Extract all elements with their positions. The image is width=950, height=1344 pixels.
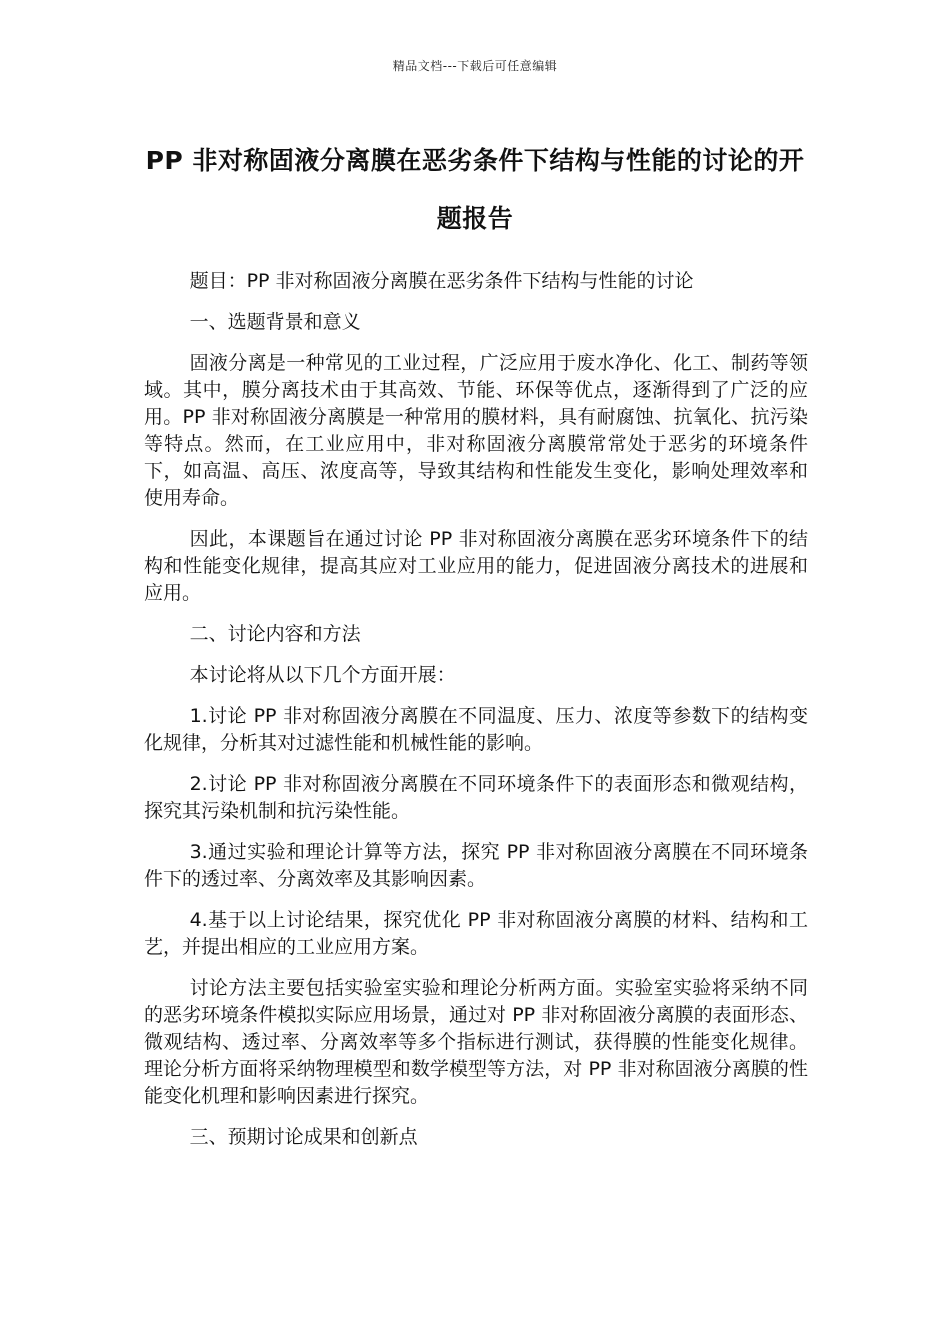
list-item-2: 2.讨论 PP 非对称固液分离膜在不同环境条件下的表面形态和微观结构，探究其污染机制和抗污染性能。 bbox=[144, 773, 808, 822]
document-title: PP 非对称固液分离膜在恶劣条件下结构与性能的讨论的开题报告 bbox=[145, 146, 805, 233]
paragraph-methods-detail: 讨论方法主要包括实验室实验和理论分析两方面。实验室实验将采纳不同的恶劣环境条件模拟实际应用场景，通过对 PP 非对称固液分离膜的表面形态、微观结构、透过率、分离效率等多个指标进行测试，获得膜的性能变化规律。理论分析方面将采纳物理模型和数学模型等方法，对 PP 非对称固液分离膜的性能变化机理和影响因素进行探究。 bbox=[144, 977, 808, 1107]
list-item-3: 3.通过实验和理论计算等方法，探究 PP 非对称固液分离膜在不同环境条件下的透过率、分离效率及其影响因素。 bbox=[144, 841, 808, 890]
topic-line: 题目：PP 非对称固液分离膜在恶劣条件下结构与性能的讨论 bbox=[189, 270, 694, 292]
paragraph-background: 固液分离是一种常见的工业过程，广泛应用于废水净化、化工、制药等领域。其中，膜分离技术由于其高效、节能、环保等优点，逐渐得到了广泛的应用。PP 非对称固液分离膜是一种常用的膜材料，具有耐腐蚀、抗氧化、抗污染等特点。然而，在工业应用中，非对称固液分离膜常常处于恶劣的环境条件下，如高温、高压、浓度高等，导致其结构和性能发生变化，影响处理效率和使用寿命。 bbox=[144, 352, 808, 509]
section-heading-outcomes: 三、预期讨论成果和创新点 bbox=[189, 1126, 418, 1148]
paragraph-purpose: 因此，本课题旨在通过讨论 PP 非对称固液分离膜在恶劣环境条件下的结构和性能变化规律，提高其应对工业应用的能力，促进固液分离技术的进展和应用。 bbox=[144, 528, 808, 604]
list-item-1: 1.讨论 PP 非对称固液分离膜在不同温度、压力、浓度等参数下的结构变化规律，分析其对过滤性能和机械性能的影响。 bbox=[144, 705, 808, 754]
document-body bbox=[144, 268, 808, 1165]
section-heading-methods: 二、讨论内容和方法 bbox=[189, 623, 361, 645]
section-heading-background: 一、选题背景和意义 bbox=[189, 311, 361, 333]
paragraph-methods-intro: 本讨论将从以下几个方面开展： bbox=[189, 664, 456, 686]
list-item-4: 4.基于以上讨论结果，探究优化 PP 非对称固液分离膜的材料、结构和工艺，并提出相应的工业应用方案。 bbox=[144, 909, 808, 958]
header-note: 精品文档---下载后可任意编辑 bbox=[392, 59, 558, 73]
